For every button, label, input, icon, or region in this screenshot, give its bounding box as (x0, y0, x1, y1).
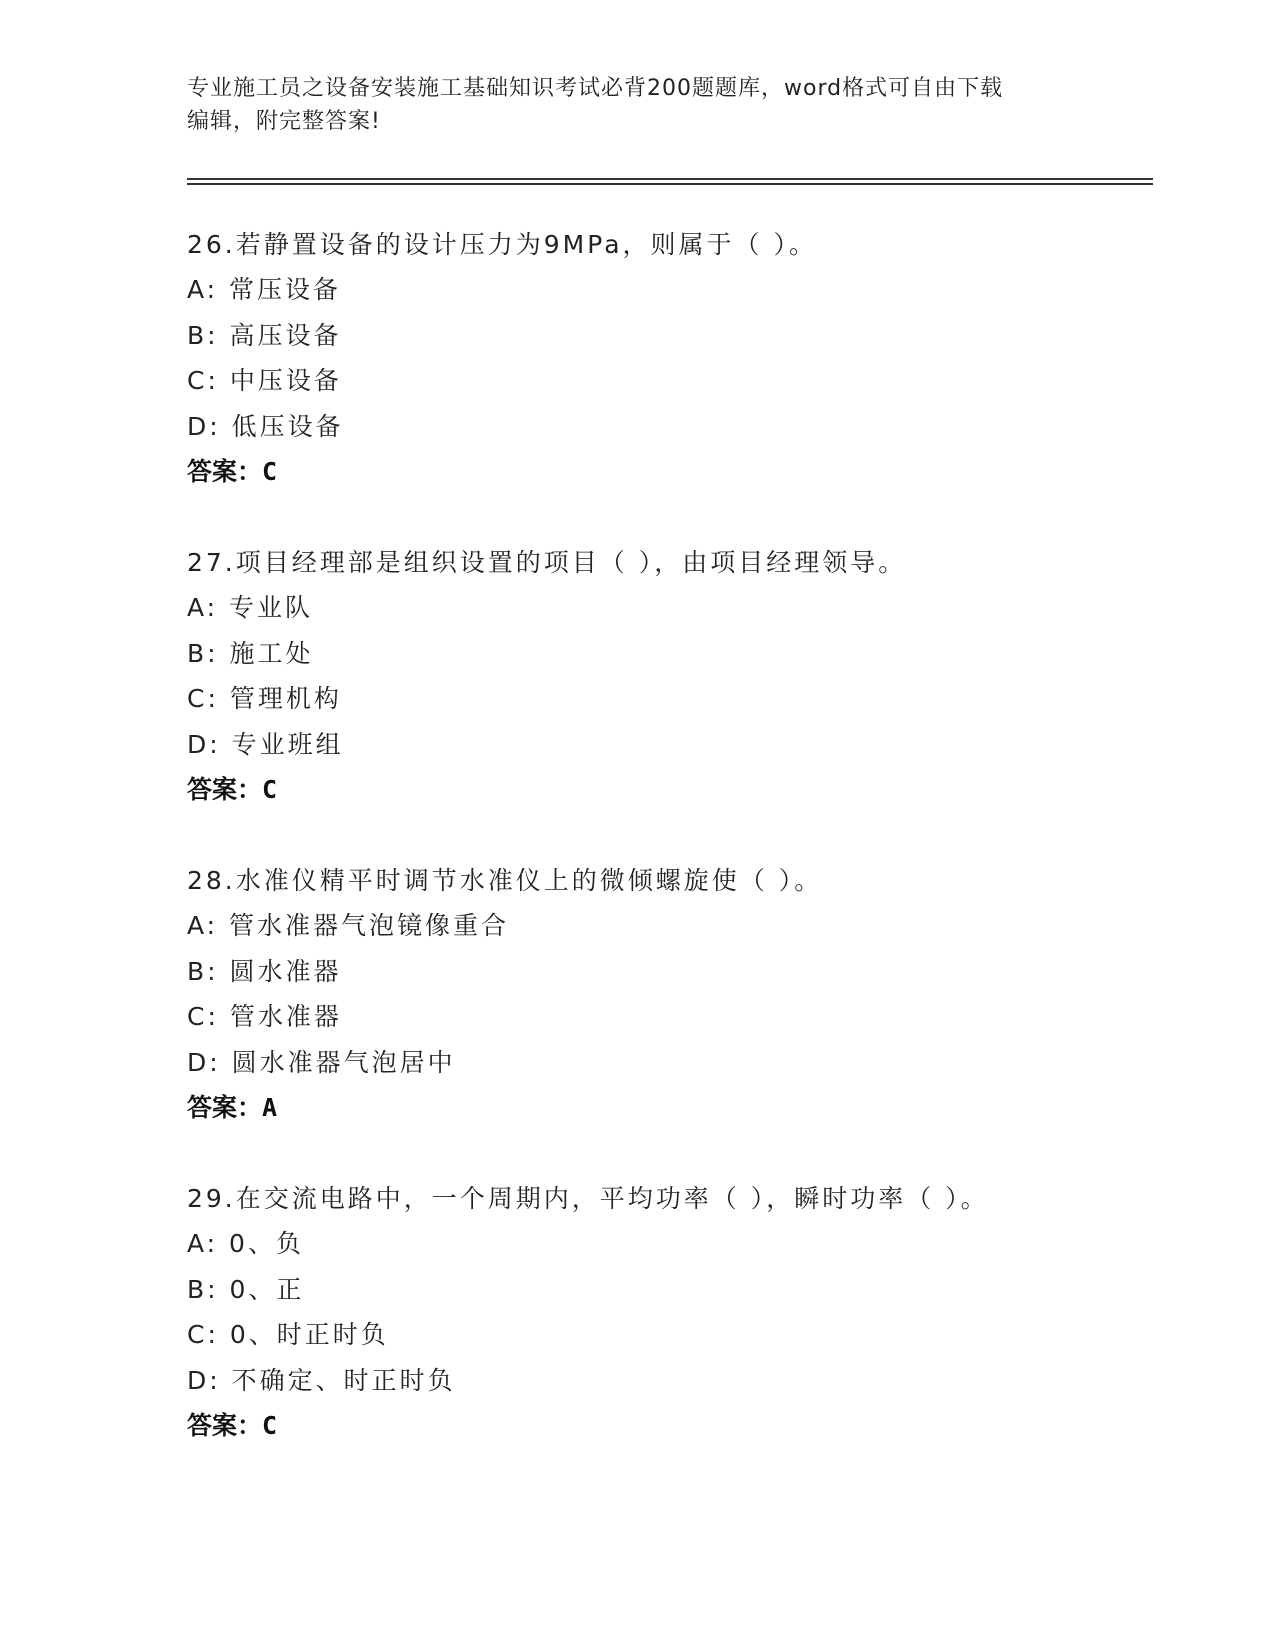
answer-label: 答案： (187, 1410, 263, 1440)
option-a: A: 0、负 (187, 1229, 304, 1259)
option-d: D: 不确定、时正时负 (187, 1365, 456, 1395)
answer-label: 答案： (187, 456, 263, 486)
question-stem: 29.在交流电路中，一个周期内，平均功率（ ），瞬时功率（ ）。 (187, 1184, 989, 1213)
question-block-28 (187, 858, 1147, 1130)
option-a: A: 专业队 (187, 593, 314, 623)
answer-line (187, 767, 1147, 812)
question-block-29 (187, 1176, 1147, 1448)
option-c: C: 0、时正时负 (187, 1320, 389, 1350)
option-d: D: 专业班组 (187, 729, 344, 759)
option-d: D: 低压设备 (187, 411, 344, 441)
answer-label: 答案： (187, 774, 263, 804)
question-stem: 26.若静置设备的设计压力为9MPa，则属于（ ）。 (187, 230, 817, 259)
document-header (187, 72, 1087, 138)
option-c: C: 管理机构 (187, 684, 342, 714)
question-stem: 27.项目经理部是组织设置的项目（ ），由项目经理领导。 (187, 548, 907, 577)
question-block-26 (187, 222, 1147, 494)
answer-label: 答案： (187, 1092, 263, 1122)
option-a: A: 常压设备 (187, 275, 342, 305)
option-b: B: 施工处 (187, 638, 314, 668)
header-divider-bottom (187, 183, 1153, 185)
option-b: B: 高压设备 (187, 320, 342, 350)
answer-value: C (262, 456, 278, 486)
answer-value: C (262, 1410, 278, 1440)
header-title-line-2: 编辑，附完整答案! (187, 109, 381, 134)
answer-value: A (262, 1092, 278, 1122)
option-c: C: 中压设备 (187, 366, 342, 396)
answer-line (187, 449, 1147, 494)
answer-value: C (262, 774, 278, 804)
header-divider-top (187, 178, 1153, 180)
header-title-line-1: 专业施工员之设备安装施工基础知识考试必背200题题库，word格式可自由下载 (187, 76, 1004, 101)
answer-line (187, 1403, 1147, 1448)
option-b: B: 0、正 (187, 1274, 305, 1304)
option-a: A: 管水准器气泡镜像重合 (187, 911, 510, 941)
question-block-27 (187, 540, 1147, 812)
option-b: B: 圆水准器 (187, 956, 342, 986)
option-c: C: 管水准器 (187, 1002, 342, 1032)
answer-line (187, 1085, 1147, 1130)
question-stem: 28.水准仪精平时调节水准仪上的微倾螺旋使（ ）。 (187, 866, 823, 895)
option-d: D: 圆水准器气泡居中 (187, 1047, 456, 1077)
